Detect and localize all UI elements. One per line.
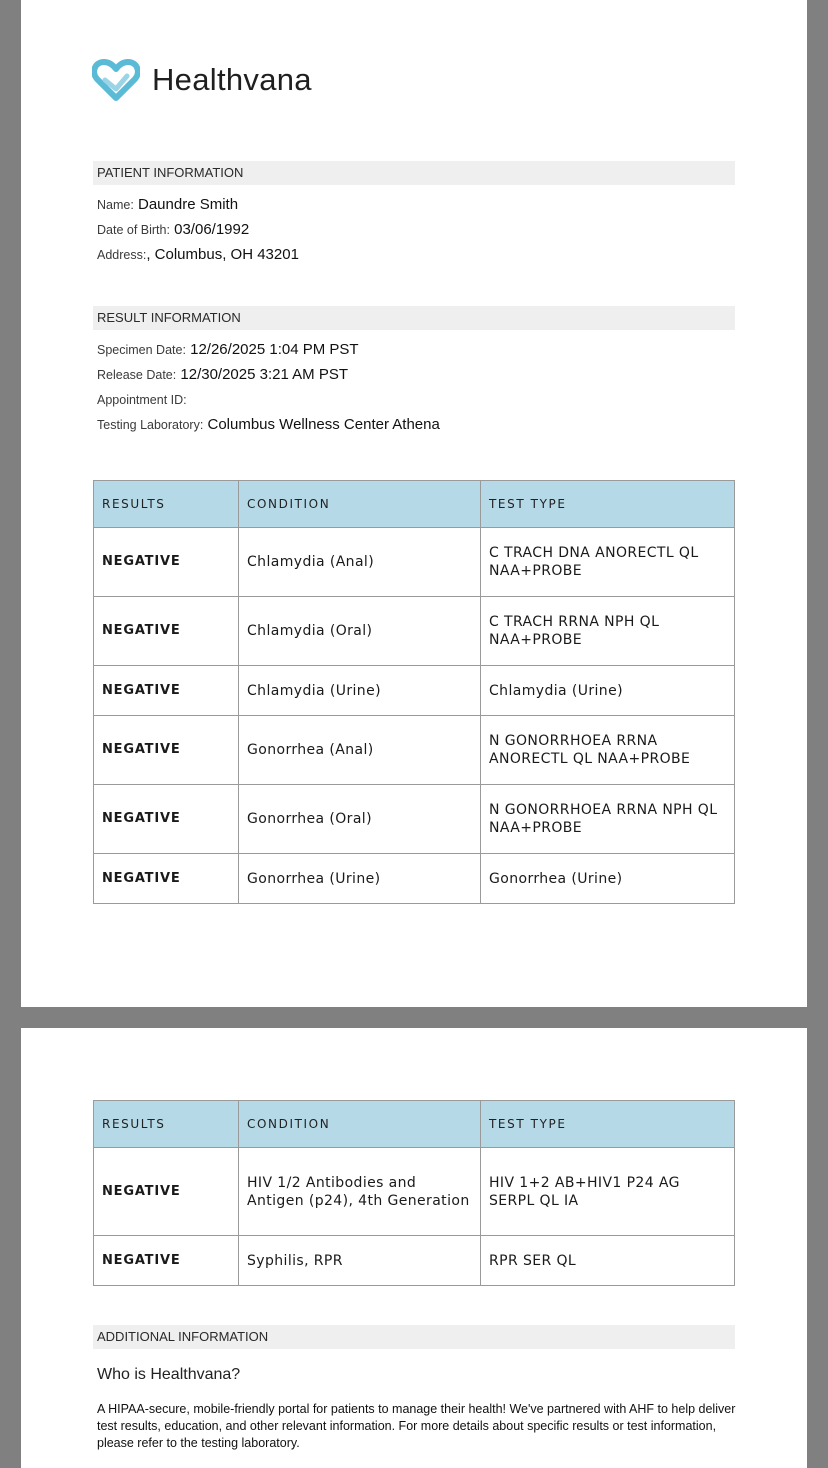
specimen-date-value: 12/26/2025 1:04 PM PST <box>190 341 359 358</box>
release-date <box>97 366 348 383</box>
appointment-id <box>97 391 187 408</box>
result-info-heading: RESULT INFORMATION <box>93 306 735 330</box>
name-value: Daundre Smith <box>138 196 239 213</box>
report-page-1 <box>21 0 807 1007</box>
additional-info-heading: ADDITIONAL INFORMATION <box>93 1325 735 1349</box>
table-row <box>94 854 735 904</box>
condition-column-header: CONDITION <box>239 1101 481 1148</box>
dob-value: 03/06/1992 <box>174 221 250 238</box>
testing-laboratory-label: Testing Laboratory: <box>97 418 204 432</box>
test-type-cell: C TRACH RRNA NPH QL NAA+PROBE <box>481 597 735 666</box>
healthvana-logo <box>92 58 312 102</box>
result-cell: NEGATIVE <box>94 597 239 666</box>
heart-logo-icon <box>92 58 140 102</box>
healthvana-description: A HIPAA-secure, mobile-friendly portal for patients to manage their health! We've partnered with AHF to help deliver test results, education, and other relevant information. For more details about specific results or test information, please refer to the testing laboratory. <box>97 1402 736 1450</box>
results-table-2 <box>93 1100 735 1286</box>
release-date-label: Release Date: <box>97 368 177 382</box>
specimen-date <box>97 341 359 358</box>
table-row <box>94 1236 735 1286</box>
test-type-column-header: TEST TYPE <box>481 481 735 528</box>
patient-info-heading: PATIENT INFORMATION <box>93 161 735 185</box>
brand-name: Healthvana <box>152 62 312 97</box>
test-type-cell: Gonorrhea (Urine) <box>481 854 735 904</box>
test-type-cell: C TRACH DNA ANORECTL QL NAA+PROBE <box>481 528 735 597</box>
table-row <box>94 716 735 785</box>
result-cell: NEGATIVE <box>94 1236 239 1286</box>
dob-label: Date of Birth: <box>97 223 170 237</box>
condition-column-header: CONDITION <box>239 481 481 528</box>
appointment-id-label: Appointment ID: <box>97 393 187 407</box>
name-label: Name: <box>97 198 134 212</box>
condition-cell: HIV 1/2 Antibodies and Antigen (p24), 4th Generation <box>239 1148 481 1236</box>
condition-cell: Gonorrhea (Urine) <box>239 854 481 904</box>
results-column-header: RESULTS <box>94 1101 239 1148</box>
patient-address <box>97 246 299 263</box>
condition-cell: Chlamydia (Oral) <box>239 597 481 666</box>
table-row <box>94 597 735 666</box>
address-value: , Columbus, OH 43201 <box>146 246 299 263</box>
result-cell: NEGATIVE <box>94 854 239 904</box>
result-cell: NEGATIVE <box>94 528 239 597</box>
report-page-2 <box>21 1028 807 1468</box>
table-row <box>94 1148 735 1236</box>
table-header-row <box>94 481 735 528</box>
testing-laboratory-value: Columbus Wellness Center Athena <box>207 416 440 433</box>
results-table-1 <box>93 480 735 904</box>
table-header-row <box>94 1101 735 1148</box>
table-row <box>94 666 735 716</box>
result-cell: NEGATIVE <box>94 1148 239 1236</box>
patient-dob <box>97 221 249 238</box>
patient-name <box>97 196 238 213</box>
condition-cell: Chlamydia (Anal) <box>239 528 481 597</box>
specimen-date-label: Specimen Date: <box>97 343 186 357</box>
test-type-cell: N GONORRHOEA RRNA NPH QL NAA+PROBE <box>481 785 735 854</box>
condition-cell: Gonorrhea (Anal) <box>239 716 481 785</box>
condition-cell: Chlamydia (Urine) <box>239 666 481 716</box>
who-is-healthvana-title: Who is Healthvana? <box>97 1366 241 1383</box>
table-row <box>94 528 735 597</box>
test-type-cell: RPR SER QL <box>481 1236 735 1286</box>
result-cell: NEGATIVE <box>94 785 239 854</box>
condition-cell: Syphilis, RPR <box>239 1236 481 1286</box>
table-row <box>94 785 735 854</box>
condition-cell: Gonorrhea (Oral) <box>239 785 481 854</box>
result-cell: NEGATIVE <box>94 666 239 716</box>
test-type-cell: HIV 1+2 AB+HIV1 P24 AG SERPL QL IA <box>481 1148 735 1236</box>
address-label: Address: <box>97 248 147 262</box>
testing-laboratory <box>97 416 440 433</box>
result-cell: NEGATIVE <box>94 716 239 785</box>
test-type-cell: N GONORRHOEA RRNA ANORECTL QL NAA+PROBE <box>481 716 735 785</box>
results-column-header: RESULTS <box>94 481 239 528</box>
test-type-column-header: TEST TYPE <box>481 1101 735 1148</box>
test-type-cell: Chlamydia (Urine) <box>481 666 735 716</box>
release-date-value: 12/30/2025 3:21 AM PST <box>180 366 349 383</box>
